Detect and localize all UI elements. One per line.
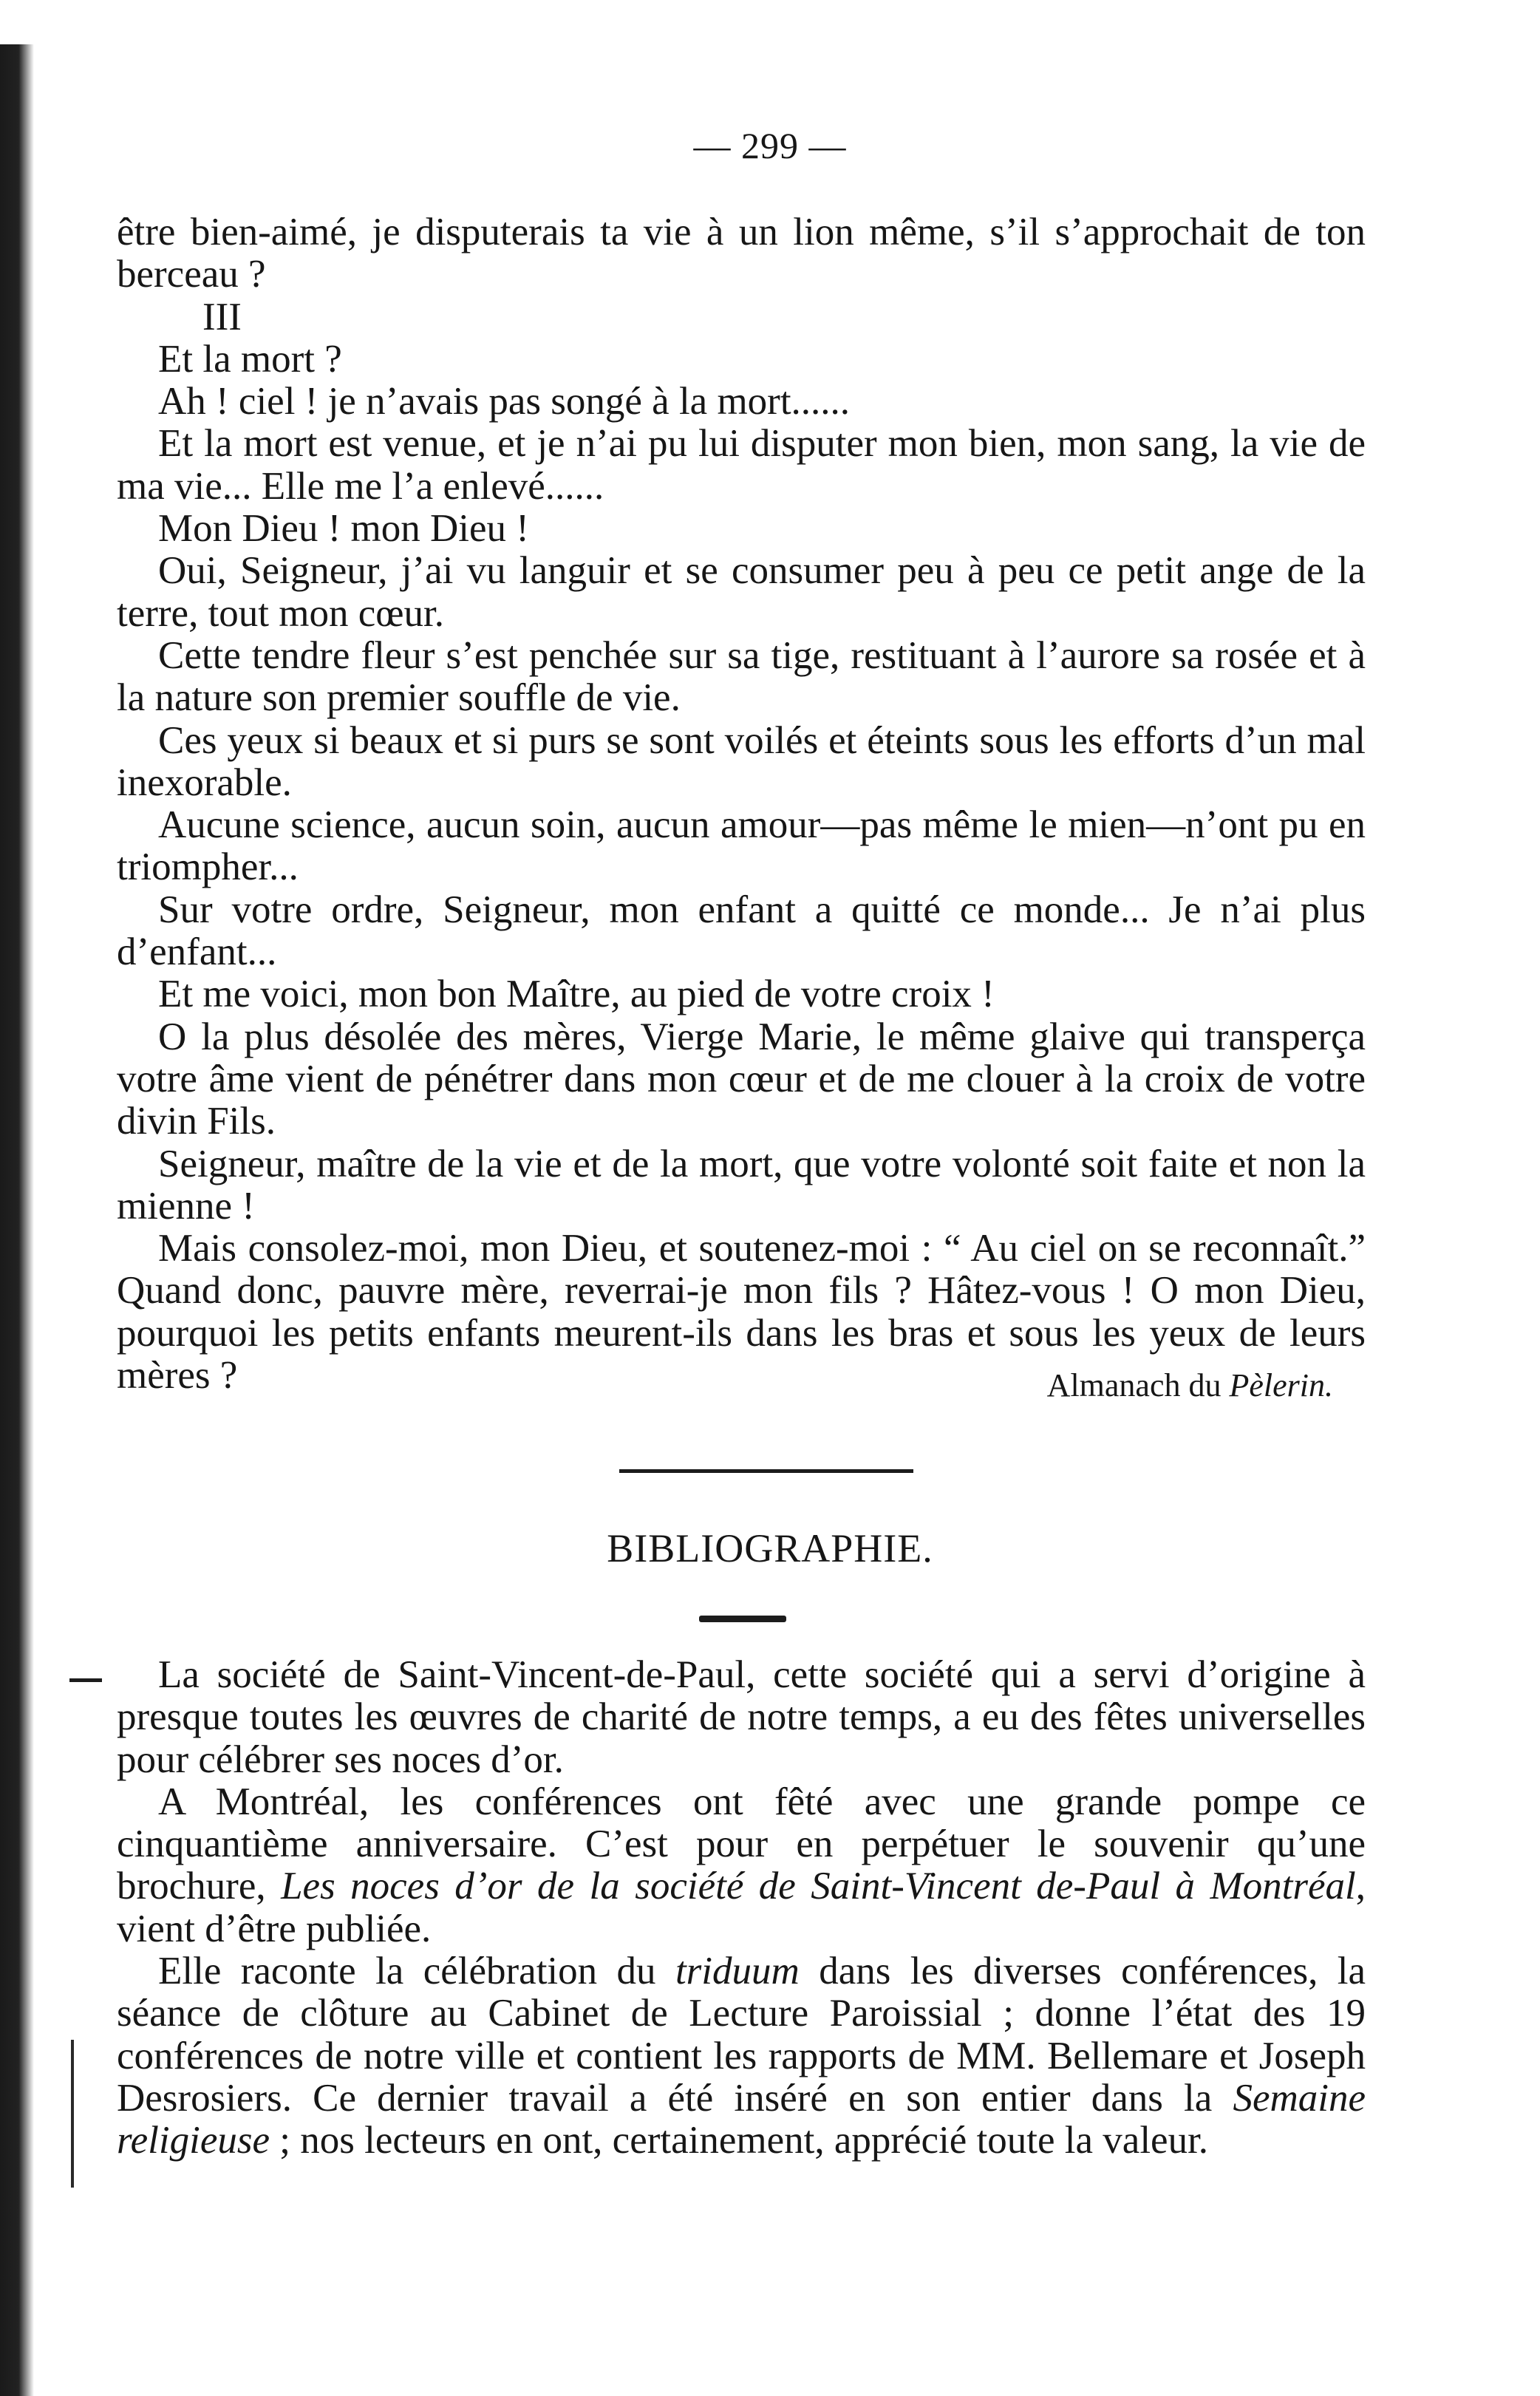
poem-line: Oui, Seigneur, j’ai vu languir et se consumer peu à peu ce petit ange de la terre, tout mon cœur. bbox=[117, 549, 1366, 635]
title-underline bbox=[699, 1616, 786, 1622]
poem-line: Mais consolez-moi, mon Dieu, et soutenez-moi : “ Au ciel on se reconnaît.” Quand donc, pauvre mère, reverrai-je mon fils ? Hâtez-vous ! O mon Dieu, pourquoi les petits enfants meurent-ils dans les bras et sous les yeux de leurs mères ? bbox=[117, 1227, 1366, 1398]
poem-section bbox=[117, 211, 1366, 1397]
page-number: — 299 — bbox=[693, 125, 847, 166]
bibliography-title: BIBLIOGRAPHIE. bbox=[607, 1526, 933, 1570]
margin-mark bbox=[69, 1678, 102, 1682]
bibliography-paragraph-3 bbox=[117, 1950, 1366, 2162]
paragraph-text: A Montréal, les conférences ont fêté avec une grande pompe ce cinquantième anniversaire. C’est pour en perpétuer le souvenir qu’une brochure, bbox=[117, 1780, 1366, 1908]
periodical-title: Semaine religieuse bbox=[117, 2076, 1366, 2162]
scan-edge-shadow bbox=[0, 44, 34, 2396]
paragraph-text: Elle raconte la célébration du bbox=[158, 1950, 675, 1993]
paragraph-text: ; nos lecteurs en ont, certainement, apprécié toute la valeur. bbox=[270, 2119, 1209, 2162]
poem-line: Ah ! ciel ! je n’avais pas songé à la mort...... bbox=[158, 380, 851, 423]
poem-line: Et me voici, mon bon Maître, au pied de votre croix ! bbox=[158, 973, 995, 1016]
poem-line: Et la mort ? bbox=[158, 337, 342, 381]
section-divider bbox=[619, 1469, 913, 1473]
paragraph-text: , vient d’être publiée. bbox=[117, 1865, 1366, 1950]
bibliography-section bbox=[117, 1654, 1366, 2162]
triduum-term: triduum bbox=[675, 1950, 800, 1993]
poem-continuation: être bien-aimé, je disputerais ta vie à un lion même, s’il s’approchait de ton berceau ? bbox=[117, 211, 1366, 296]
poem-line: Sur votre ordre, Seigneur, mon enfant a quitté ce monde... Je n’ai plus d’enfant... bbox=[117, 888, 1366, 974]
poem-line: Et la mort est venue, et je n’ai pu lui disputer mon bien, mon sang, la vie de ma vie... Elle me l’a enlevé...... bbox=[117, 422, 1366, 508]
paragraph-text: dans les diverses conférences, la séance de clôture au Cabinet de Lecture Paroissial ; donne l’état des 19 conférences de notre ville et contient les rapports de MM. Bellemare et Joseph Desrosiers. Ce dernier travail a été inséré en son entier dans la bbox=[117, 1950, 1366, 2120]
poem-line: O la plus désolée des mères, Vierge Marie, le même glaive qui transperça votre âme vient de pénétrer dans mon cœur et de me clouer à la croix de votre divin Fils. bbox=[117, 1015, 1366, 1143]
bibliography-paragraph-2 bbox=[117, 1781, 1366, 1950]
brochure-title: Les noces d’or de la société de Saint-Vincent de-Paul à Montréal bbox=[281, 1865, 1356, 1908]
margin-bar bbox=[71, 2040, 74, 2188]
source-prefix: Almanach du bbox=[1046, 1367, 1230, 1403]
poem-line: Mon Dieu ! mon Dieu ! bbox=[158, 507, 529, 551]
bibliography-paragraph-1: La société de Saint-Vincent-de-Paul, cette société qui a servi d’origine à presque toutes les œuvres de charité de notre temps, a eu des fêtes universelles pour célébrer ses noces d’or. bbox=[117, 1653, 1366, 1781]
poem-line: Seigneur, maître de la vie et de la mort, que votre volonté soit faite et non la mienne ! bbox=[117, 1142, 1366, 1228]
section-numeral: III bbox=[202, 295, 242, 338]
poem-line: Aucune science, aucun soin, aucun amour—pas même le mien—n’ont pu en triompher... bbox=[117, 803, 1366, 889]
poem-line: Cette tendre fleur s’est penchée sur sa tige, restituant à l’aurore sa rosée et à la nature son premier souffle de vie. bbox=[117, 633, 1366, 720]
source-title: Pèlerin. bbox=[1229, 1367, 1333, 1403]
poem-line: Ces yeux si beaux et si purs se sont voilés et éteints sous les efforts d’un mal inexorable. bbox=[117, 718, 1366, 804]
source-attribution bbox=[1047, 1367, 1333, 1404]
